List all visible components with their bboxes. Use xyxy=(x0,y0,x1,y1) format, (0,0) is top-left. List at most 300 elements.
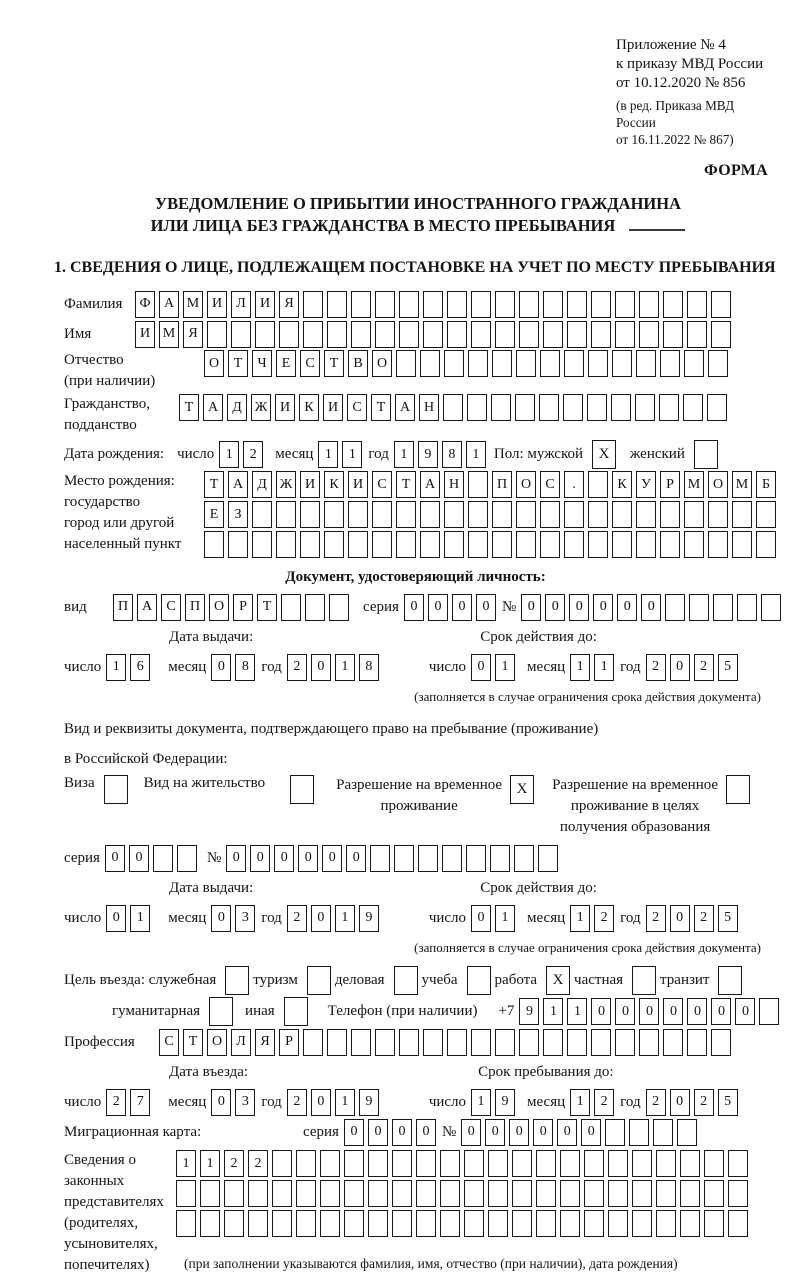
birth-place-cell[interactable]: Т xyxy=(204,471,224,498)
birth-year-cell[interactable]: 8 xyxy=(442,441,462,468)
birth-year-cell[interactable]: 1 xyxy=(466,441,486,468)
doc-number-cell[interactable] xyxy=(665,594,685,621)
doc-issue-month-cell[interactable]: 0 xyxy=(211,654,231,681)
doc-type-cell[interactable] xyxy=(281,594,301,621)
birth-place-cell[interactable]: Р xyxy=(660,471,680,498)
citizenship-cell[interactable] xyxy=(635,394,655,421)
birth-place-cell[interactable] xyxy=(420,501,440,528)
surname-cell[interactable] xyxy=(423,291,443,318)
doc-issue-year-cell[interactable]: 8 xyxy=(359,654,379,681)
patronymic-cell[interactable] xyxy=(396,350,416,377)
patronymic-cell[interactable]: В xyxy=(348,350,368,377)
stay-until-year-cell[interactable]: 5 xyxy=(718,1089,738,1116)
legal-representatives-cell[interactable] xyxy=(344,1180,364,1207)
birth-place-cell[interactable] xyxy=(420,531,440,558)
legal-representatives-cell[interactable] xyxy=(608,1150,628,1177)
patronymic-cell[interactable] xyxy=(564,350,584,377)
doc-number-cell[interactable]: 0 xyxy=(545,594,565,621)
given-name-cell[interactable] xyxy=(279,321,299,348)
doc-number-cell[interactable]: 0 xyxy=(569,594,589,621)
migration-number-cell[interactable]: 0 xyxy=(581,1119,601,1146)
birth-place-cell[interactable] xyxy=(660,531,680,558)
birth-place-cell[interactable] xyxy=(756,531,776,558)
gender-male-checkbox[interactable]: X xyxy=(592,440,616,469)
doc-issue-day-cell[interactable]: 1 xyxy=(106,654,126,681)
legal-representatives-cell[interactable] xyxy=(416,1150,436,1177)
stay-series-cell[interactable] xyxy=(177,845,197,872)
surname-cell[interactable] xyxy=(519,291,539,318)
legal-representatives-cell[interactable] xyxy=(680,1180,700,1207)
purpose-tourism-checkbox[interactable] xyxy=(307,966,331,995)
birth-place-cell[interactable] xyxy=(732,501,752,528)
stay-issue-year-cell[interactable]: 0 xyxy=(311,905,331,932)
gender-female-checkbox[interactable] xyxy=(694,440,718,469)
patronymic-cell[interactable] xyxy=(420,350,440,377)
surname-cell[interactable] xyxy=(639,291,659,318)
legal-representatives-cell[interactable] xyxy=(224,1210,244,1237)
doc-type-cell[interactable] xyxy=(305,594,325,621)
doc-type-cell[interactable]: О xyxy=(209,594,229,621)
citizenship-cell[interactable]: Т xyxy=(179,394,199,421)
stay-number-cell[interactable] xyxy=(370,845,390,872)
doc-number-cell[interactable]: 0 xyxy=(593,594,613,621)
legal-representatives-cell[interactable] xyxy=(584,1180,604,1207)
profession-cell[interactable] xyxy=(687,1029,707,1056)
birth-place-cell[interactable] xyxy=(636,501,656,528)
birth-day-cell[interactable]: 2 xyxy=(243,441,263,468)
birth-place-cell[interactable] xyxy=(660,501,680,528)
birth-place-cell[interactable] xyxy=(348,531,368,558)
citizenship-cell[interactable] xyxy=(683,394,703,421)
profession-cell[interactable] xyxy=(711,1029,731,1056)
migration-number-cell[interactable] xyxy=(629,1119,649,1146)
legal-representatives-cell[interactable] xyxy=(728,1150,748,1177)
citizenship-cell[interactable]: Т xyxy=(371,394,391,421)
birth-place-cell[interactable] xyxy=(540,531,560,558)
legal-representatives-cell[interactable] xyxy=(272,1180,292,1207)
birth-place-cell[interactable] xyxy=(252,501,272,528)
patronymic-cell[interactable]: Ч xyxy=(252,350,272,377)
given-name-cell[interactable] xyxy=(663,321,683,348)
birth-place-cell[interactable]: З xyxy=(228,501,248,528)
birth-place-cell[interactable] xyxy=(708,531,728,558)
surname-cell[interactable]: М xyxy=(183,291,203,318)
surname-cell[interactable] xyxy=(711,291,731,318)
stay-issue-year-cell[interactable]: 2 xyxy=(287,905,307,932)
citizenship-cell[interactable]: С xyxy=(347,394,367,421)
patronymic-cell[interactable]: Т xyxy=(228,350,248,377)
given-name-cell[interactable] xyxy=(543,321,563,348)
profession-cell[interactable] xyxy=(495,1029,515,1056)
stay-until-year-cell[interactable]: 2 xyxy=(694,1089,714,1116)
phone-cell[interactable]: 0 xyxy=(687,998,707,1025)
birth-place-cell[interactable] xyxy=(276,501,296,528)
patronymic-cell[interactable]: Е xyxy=(276,350,296,377)
stay-until-month-cell[interactable]: 1 xyxy=(570,1089,590,1116)
surname-cell[interactable] xyxy=(327,291,347,318)
migration-number-cell[interactable] xyxy=(653,1119,673,1146)
legal-representatives-cell[interactable] xyxy=(632,1210,652,1237)
citizenship-cell[interactable]: И xyxy=(323,394,343,421)
stay-series-cell[interactable]: 0 xyxy=(129,845,149,872)
patronymic-cell[interactable]: С xyxy=(300,350,320,377)
stay-expiry-month-cell[interactable]: 1 xyxy=(570,905,590,932)
surname-cell[interactable] xyxy=(351,291,371,318)
given-name-cell[interactable] xyxy=(495,321,515,348)
stay-issue-day-cell[interactable]: 0 xyxy=(106,905,126,932)
entry-year-cell[interactable]: 2 xyxy=(287,1089,307,1116)
citizenship-cell[interactable] xyxy=(491,394,511,421)
patronymic-cell[interactable] xyxy=(468,350,488,377)
stay-number-cell[interactable]: 0 xyxy=(346,845,366,872)
stay-issue-day-cell[interactable]: 1 xyxy=(130,905,150,932)
legal-representatives-cell[interactable] xyxy=(344,1210,364,1237)
patronymic-cell[interactable] xyxy=(660,350,680,377)
birth-place-cell[interactable]: Б xyxy=(756,471,776,498)
phone-cell[interactable]: 0 xyxy=(735,998,755,1025)
birth-place-cell[interactable] xyxy=(516,501,536,528)
profession-cell[interactable]: С xyxy=(159,1029,179,1056)
patronymic-cell[interactable]: Т xyxy=(324,350,344,377)
doc-type-cell[interactable]: С xyxy=(161,594,181,621)
birth-place-cell[interactable] xyxy=(588,471,608,498)
doc-expiry-year-cell[interactable]: 2 xyxy=(694,654,714,681)
birth-place-cell[interactable]: А xyxy=(228,471,248,498)
given-name-cell[interactable] xyxy=(711,321,731,348)
birth-place-cell[interactable]: И xyxy=(300,471,320,498)
given-name-cell[interactable] xyxy=(447,321,467,348)
phone-cell[interactable]: 0 xyxy=(711,998,731,1025)
birth-year-cell[interactable]: 1 xyxy=(394,441,414,468)
entry-year-cell[interactable]: 9 xyxy=(359,1089,379,1116)
doc-number-cell[interactable]: 0 xyxy=(521,594,541,621)
surname-cell[interactable] xyxy=(303,291,323,318)
stay-issue-month-cell[interactable]: 0 xyxy=(211,905,231,932)
surname-cell[interactable] xyxy=(687,291,707,318)
surname-cell[interactable] xyxy=(495,291,515,318)
citizenship-cell[interactable] xyxy=(563,394,583,421)
patronymic-cell[interactable] xyxy=(612,350,632,377)
entry-month-cell[interactable]: 3 xyxy=(235,1089,255,1116)
entry-day-cell[interactable]: 7 xyxy=(130,1089,150,1116)
stay-until-day-cell[interactable]: 1 xyxy=(471,1089,491,1116)
birth-place-cell[interactable] xyxy=(252,531,272,558)
profession-cell[interactable] xyxy=(567,1029,587,1056)
patronymic-cell[interactable] xyxy=(516,350,536,377)
patronymic-cell[interactable] xyxy=(540,350,560,377)
doc-issue-year-cell[interactable]: 2 xyxy=(287,654,307,681)
temp-residence-edu-checkbox[interactable] xyxy=(726,775,750,804)
migration-series-cell[interactable]: 0 xyxy=(344,1119,364,1146)
doc-series-cell[interactable]: 0 xyxy=(476,594,496,621)
legal-representatives-cell[interactable] xyxy=(656,1150,676,1177)
entry-year-cell[interactable]: 1 xyxy=(335,1089,355,1116)
stay-number-cell[interactable] xyxy=(394,845,414,872)
doc-type-cell[interactable]: Р xyxy=(233,594,253,621)
legal-representatives-cell[interactable] xyxy=(704,1210,724,1237)
legal-representatives-cell[interactable] xyxy=(488,1180,508,1207)
given-name-cell[interactable] xyxy=(327,321,347,348)
birth-place-cell[interactable] xyxy=(732,531,752,558)
given-name-cell[interactable] xyxy=(375,321,395,348)
legal-representatives-cell[interactable] xyxy=(512,1180,532,1207)
given-name-cell[interactable] xyxy=(615,321,635,348)
legal-representatives-cell[interactable] xyxy=(656,1180,676,1207)
birth-place-cell[interactable] xyxy=(612,531,632,558)
doc-expiry-month-cell[interactable]: 1 xyxy=(594,654,614,681)
citizenship-cell[interactable] xyxy=(443,394,463,421)
given-name-cell[interactable] xyxy=(471,321,491,348)
doc-series-cell[interactable]: 0 xyxy=(452,594,472,621)
surname-cell[interactable] xyxy=(447,291,467,318)
profession-cell[interactable]: Л xyxy=(231,1029,251,1056)
birth-place-cell[interactable]: Д xyxy=(252,471,272,498)
citizenship-cell[interactable] xyxy=(587,394,607,421)
birth-place-cell[interactable] xyxy=(324,501,344,528)
temp-residence-checkbox[interactable]: X xyxy=(510,775,534,804)
patronymic-cell[interactable] xyxy=(636,350,656,377)
doc-expiry-month-cell[interactable]: 1 xyxy=(570,654,590,681)
doc-expiry-year-cell[interactable]: 0 xyxy=(670,654,690,681)
phone-cell[interactable]: 0 xyxy=(663,998,683,1025)
migration-number-cell[interactable] xyxy=(605,1119,625,1146)
profession-cell[interactable] xyxy=(615,1029,635,1056)
legal-representatives-cell[interactable] xyxy=(224,1180,244,1207)
doc-issue-year-cell[interactable]: 0 xyxy=(311,654,331,681)
profession-cell[interactable] xyxy=(423,1029,443,1056)
citizenship-cell[interactable] xyxy=(467,394,487,421)
doc-number-cell[interactable] xyxy=(689,594,709,621)
purpose-other-checkbox[interactable] xyxy=(284,997,308,1026)
legal-representatives-cell[interactable] xyxy=(296,1180,316,1207)
stay-expiry-year-cell[interactable]: 5 xyxy=(718,905,738,932)
birth-place-cell[interactable]: Е xyxy=(204,501,224,528)
legal-representatives-cell[interactable] xyxy=(464,1210,484,1237)
doc-type-cell[interactable]: А xyxy=(137,594,157,621)
birth-place-cell[interactable]: М xyxy=(732,471,752,498)
stay-number-cell[interactable] xyxy=(538,845,558,872)
visa-checkbox[interactable] xyxy=(104,775,128,804)
patronymic-cell[interactable] xyxy=(708,350,728,377)
citizenship-cell[interactable]: Д xyxy=(227,394,247,421)
surname-cell[interactable] xyxy=(543,291,563,318)
birth-place-cell[interactable] xyxy=(444,501,464,528)
birth-place-cell[interactable] xyxy=(612,501,632,528)
birth-place-cell[interactable] xyxy=(468,471,488,498)
doc-type-cell[interactable] xyxy=(329,594,349,621)
doc-issue-month-cell[interactable]: 8 xyxy=(235,654,255,681)
stay-until-year-cell[interactable]: 2 xyxy=(646,1089,666,1116)
stay-number-cell[interactable]: 0 xyxy=(226,845,246,872)
profession-cell[interactable]: Р xyxy=(279,1029,299,1056)
legal-representatives-cell[interactable] xyxy=(680,1210,700,1237)
phone-cell[interactable] xyxy=(759,998,779,1025)
legal-representatives-cell[interactable] xyxy=(728,1180,748,1207)
phone-cell[interactable]: 1 xyxy=(543,998,563,1025)
birth-place-cell[interactable] xyxy=(468,501,488,528)
birth-place-cell[interactable] xyxy=(684,531,704,558)
birth-place-cell[interactable]: О xyxy=(516,471,536,498)
legal-representatives-cell[interactable] xyxy=(320,1210,340,1237)
birth-place-cell[interactable] xyxy=(468,531,488,558)
stay-issue-year-cell[interactable]: 1 xyxy=(335,905,355,932)
surname-cell[interactable]: И xyxy=(207,291,227,318)
stay-expiry-month-cell[interactable]: 2 xyxy=(594,905,614,932)
legal-representatives-cell[interactable]: 1 xyxy=(200,1150,220,1177)
birth-place-cell[interactable] xyxy=(636,531,656,558)
birth-place-cell[interactable]: О xyxy=(708,471,728,498)
migration-number-cell[interactable]: 0 xyxy=(533,1119,553,1146)
doc-series-cell[interactable]: 0 xyxy=(428,594,448,621)
profession-cell[interactable] xyxy=(519,1029,539,1056)
stay-expiry-year-cell[interactable]: 2 xyxy=(694,905,714,932)
migration-number-cell[interactable]: 0 xyxy=(557,1119,577,1146)
given-name-cell[interactable] xyxy=(303,321,323,348)
birth-place-cell[interactable] xyxy=(396,501,416,528)
legal-representatives-cell[interactable] xyxy=(536,1150,556,1177)
purpose-official-checkbox[interactable] xyxy=(225,966,249,995)
profession-cell[interactable] xyxy=(399,1029,419,1056)
birth-place-cell[interactable] xyxy=(300,501,320,528)
legal-representatives-cell[interactable] xyxy=(320,1150,340,1177)
legal-representatives-cell[interactable] xyxy=(320,1180,340,1207)
citizenship-cell[interactable] xyxy=(659,394,679,421)
stay-number-cell[interactable]: 0 xyxy=(250,845,270,872)
stay-expiry-day-cell[interactable]: 1 xyxy=(495,905,515,932)
profession-cell[interactable] xyxy=(471,1029,491,1056)
stay-number-cell[interactable]: 0 xyxy=(298,845,318,872)
doc-number-cell[interactable]: 0 xyxy=(641,594,661,621)
profession-cell[interactable] xyxy=(543,1029,563,1056)
legal-representatives-cell[interactable] xyxy=(392,1210,412,1237)
profession-cell[interactable] xyxy=(663,1029,683,1056)
surname-cell[interactable] xyxy=(615,291,635,318)
legal-representatives-cell[interactable] xyxy=(176,1210,196,1237)
legal-representatives-cell[interactable] xyxy=(296,1210,316,1237)
stay-expiry-day-cell[interactable]: 0 xyxy=(471,905,491,932)
birth-place-cell[interactable]: И xyxy=(348,471,368,498)
legal-representatives-cell[interactable] xyxy=(488,1210,508,1237)
patronymic-cell[interactable] xyxy=(588,350,608,377)
stay-expiry-year-cell[interactable]: 2 xyxy=(646,905,666,932)
birth-place-cell[interactable]: А xyxy=(420,471,440,498)
profession-cell[interactable] xyxy=(303,1029,323,1056)
legal-representatives-cell[interactable] xyxy=(440,1180,460,1207)
purpose-study-checkbox[interactable] xyxy=(467,966,491,995)
entry-year-cell[interactable]: 0 xyxy=(311,1089,331,1116)
legal-representatives-cell[interactable] xyxy=(656,1210,676,1237)
legal-representatives-cell[interactable] xyxy=(200,1210,220,1237)
profession-cell[interactable]: Т xyxy=(183,1029,203,1056)
legal-representatives-cell[interactable] xyxy=(512,1150,532,1177)
birth-place-cell[interactable]: К xyxy=(324,471,344,498)
given-name-cell[interactable] xyxy=(255,321,275,348)
given-name-cell[interactable] xyxy=(687,321,707,348)
given-name-cell[interactable] xyxy=(207,321,227,348)
profession-cell[interactable] xyxy=(327,1029,347,1056)
migration-number-cell[interactable]: 0 xyxy=(509,1119,529,1146)
citizenship-cell[interactable] xyxy=(707,394,727,421)
birth-place-cell[interactable] xyxy=(492,531,512,558)
birth-place-cell[interactable]: К xyxy=(612,471,632,498)
birth-month-cell[interactable]: 1 xyxy=(342,441,362,468)
profession-cell[interactable] xyxy=(351,1029,371,1056)
profession-cell[interactable]: Я xyxy=(255,1029,275,1056)
profession-cell[interactable] xyxy=(591,1029,611,1056)
stay-expiry-year-cell[interactable]: 0 xyxy=(670,905,690,932)
stay-until-day-cell[interactable]: 9 xyxy=(495,1089,515,1116)
birth-place-cell[interactable] xyxy=(756,501,776,528)
stay-number-cell[interactable] xyxy=(418,845,438,872)
phone-cell[interactable]: 1 xyxy=(567,998,587,1025)
doc-type-cell[interactable]: П xyxy=(185,594,205,621)
birth-place-cell[interactable]: У xyxy=(636,471,656,498)
citizenship-cell[interactable]: Н xyxy=(419,394,439,421)
given-name-cell[interactable] xyxy=(591,321,611,348)
stay-number-cell[interactable]: 0 xyxy=(274,845,294,872)
given-name-cell[interactable] xyxy=(231,321,251,348)
legal-representatives-cell[interactable] xyxy=(488,1150,508,1177)
patronymic-cell[interactable]: О xyxy=(372,350,392,377)
birth-place-cell[interactable]: П xyxy=(492,471,512,498)
birth-place-cell[interactable] xyxy=(300,531,320,558)
given-name-cell[interactable]: И xyxy=(135,321,155,348)
stay-number-cell[interactable] xyxy=(514,845,534,872)
legal-representatives-cell[interactable] xyxy=(464,1150,484,1177)
citizenship-cell[interactable]: Ж xyxy=(251,394,271,421)
legal-representatives-cell[interactable] xyxy=(272,1210,292,1237)
legal-representatives-cell[interactable] xyxy=(464,1180,484,1207)
birth-place-cell[interactable]: . xyxy=(564,471,584,498)
legal-representatives-cell[interactable] xyxy=(728,1210,748,1237)
surname-cell[interactable]: Я xyxy=(279,291,299,318)
surname-cell[interactable]: И xyxy=(255,291,275,318)
legal-representatives-cell[interactable] xyxy=(632,1150,652,1177)
citizenship-cell[interactable] xyxy=(515,394,535,421)
birth-place-cell[interactable]: Т xyxy=(396,471,416,498)
doc-series-cell[interactable]: 0 xyxy=(404,594,424,621)
legal-representatives-cell[interactable] xyxy=(296,1150,316,1177)
phone-cell[interactable]: 0 xyxy=(639,998,659,1025)
legal-representatives-cell[interactable]: 1 xyxy=(176,1150,196,1177)
doc-number-cell[interactable] xyxy=(761,594,781,621)
profession-cell[interactable]: О xyxy=(207,1029,227,1056)
given-name-cell[interactable]: Я xyxy=(183,321,203,348)
migration-series-cell[interactable]: 0 xyxy=(368,1119,388,1146)
legal-representatives-cell[interactable] xyxy=(272,1150,292,1177)
legal-representatives-cell[interactable] xyxy=(440,1210,460,1237)
birth-place-cell[interactable] xyxy=(348,501,368,528)
legal-representatives-cell[interactable] xyxy=(176,1180,196,1207)
profession-cell[interactable] xyxy=(375,1029,395,1056)
phone-cell[interactable]: 0 xyxy=(615,998,635,1025)
stay-number-cell[interactable] xyxy=(442,845,462,872)
surname-cell[interactable]: Ф xyxy=(135,291,155,318)
patronymic-cell[interactable]: О xyxy=(204,350,224,377)
birth-place-cell[interactable] xyxy=(588,531,608,558)
birth-place-cell[interactable] xyxy=(684,501,704,528)
legal-representatives-cell[interactable] xyxy=(416,1210,436,1237)
entry-month-cell[interactable]: 0 xyxy=(211,1089,231,1116)
purpose-private-checkbox[interactable] xyxy=(632,966,656,995)
birth-place-cell[interactable] xyxy=(324,531,344,558)
birth-place-cell[interactable] xyxy=(564,501,584,528)
legal-representatives-cell[interactable] xyxy=(560,1150,580,1177)
legal-representatives-cell[interactable] xyxy=(248,1210,268,1237)
profession-cell[interactable] xyxy=(639,1029,659,1056)
legal-representatives-cell[interactable] xyxy=(560,1210,580,1237)
given-name-cell[interactable] xyxy=(639,321,659,348)
